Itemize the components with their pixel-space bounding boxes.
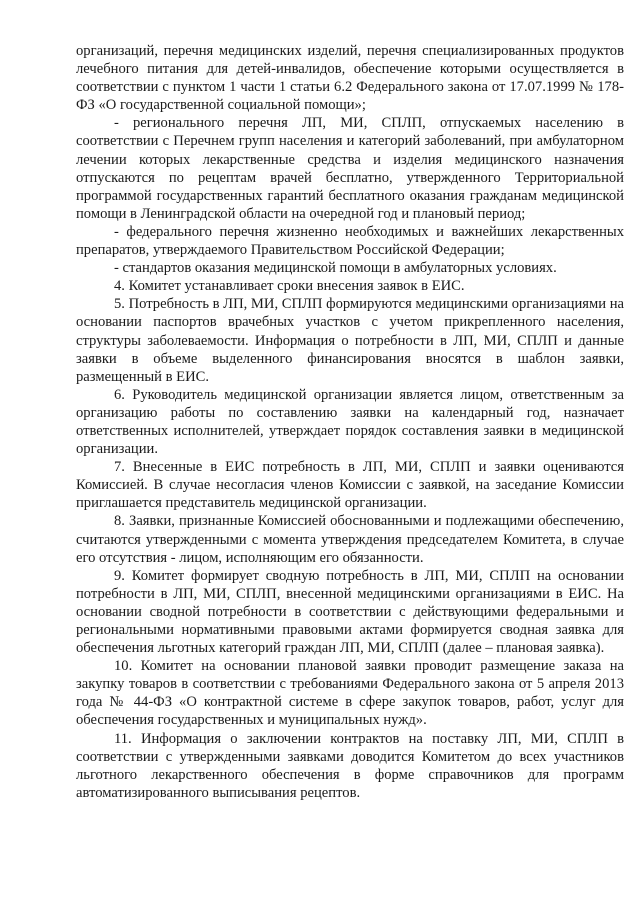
- paragraph-11: 11. Информация о заключении контрактов на поставку ЛП, МИ, СПЛП в соответствии с утвержденными заявками доводится Комитетом до всех участников льготного лекарственного обеспечения в форме справочников для программ автоматизированного выписывания рецептов.: [76, 730, 624, 801]
- paragraph-4: 4. Комитет устанавливает сроки внесения заявок в ЕИС.: [114, 278, 465, 295]
- paragraph-continuation: организаций, перечня медицинских изделий, перечня специализированных продуктов лечебного питания для детей-инвалидов, обеспечение которыми осуществляется в соответствии с пунктом 1 части 1 статьи 6.2 Федерального закона от 17.07.1999 № 178-ФЗ «О государственной социальной помощи»;: [76, 43, 624, 114]
- paragraph-6: 6. Руководитель медицинской организации является лицом, ответственным за организацию работы по составлению заявки на календарный год, назначает ответственных исполнителей, утверждает порядок составления заявки в медицинской организации.: [76, 386, 624, 458]
- paragraph-federal-list: - федерального перечня жизненно необходимых и важнейших лекарственных препаратов, утверждаемого Правительством Российской Федерации;: [76, 223, 624, 259]
- paragraph-10: 10. Комитет на основании плановой заявки проводит размещение заказа на закупку товаров в соответствии с требованиями Федерального закона от 5 апреля 2013 года № 44-ФЗ «О контрактной системе в сфере закупок товаров, работ, услуг для обеспечения государственных и муниципальных нужд».: [76, 658, 624, 729]
- paragraph-standards: - стандартов оказания медицинской помощи в амбулаторных условиях.: [114, 260, 557, 277]
- document-body: [76, 42, 624, 802]
- paragraph-5: 5. Потребность в ЛП, МИ, СПЛП формируются медицинскими организациями на основании паспортов врачебных участков с учетом прикрепленного населения, структуры заболеваемости. Информация о потребности в ЛП, МИ, СПЛП и данные заявки в объеме выделенного финансирования вносятся в шаблон заявки, размещенный в ЕИС.: [76, 296, 624, 385]
- paragraph-regional-list: - регионального перечня ЛП, МИ, СПЛП, отпускаемых населению в соответствии с Перечнем групп населения и категорий заболеваний, при амбулаторном лечении которых лекарственные средства и изделия медицинского назначения отпускаются по рецептам врачей бесплатно, утвержденного Территориальной программой государственных гарантий бесплатного оказания гражданам медицинской помощи в Ленинградской области на очередной год и плановый период;: [76, 115, 624, 222]
- paragraph-8: 8. Заявки, признанные Комиссией обоснованными и подлежащими обеспечению, считаются утвержденными с момента утверждения председателем Комитета, в случае его отсутствия - лицом, исполняющим его обязанности.: [76, 513, 624, 566]
- paragraph-9: 9. Комитет формирует сводную потребность в ЛП, МИ, СПЛП на основании потребности в ЛП, МИ, СПЛП, внесенной медицинскими организациями в ЕИС. На основании сводной потребности в соответствии с действующими федеральными и региональными нормативными правовыми актами формируется сводная заявка для обеспечения льготных категорий граждан ЛП, МИ, СПЛП (далее – плановая заявка).: [76, 567, 624, 657]
- paragraph-7: 7. Внесенные в ЕИС потребность в ЛП, МИ, СПЛП и заявки оцениваются Комиссией. В случае несогласия членов Комиссии с заявкой, на заседание Комиссии приглашается представитель медицинской организации.: [76, 459, 624, 512]
